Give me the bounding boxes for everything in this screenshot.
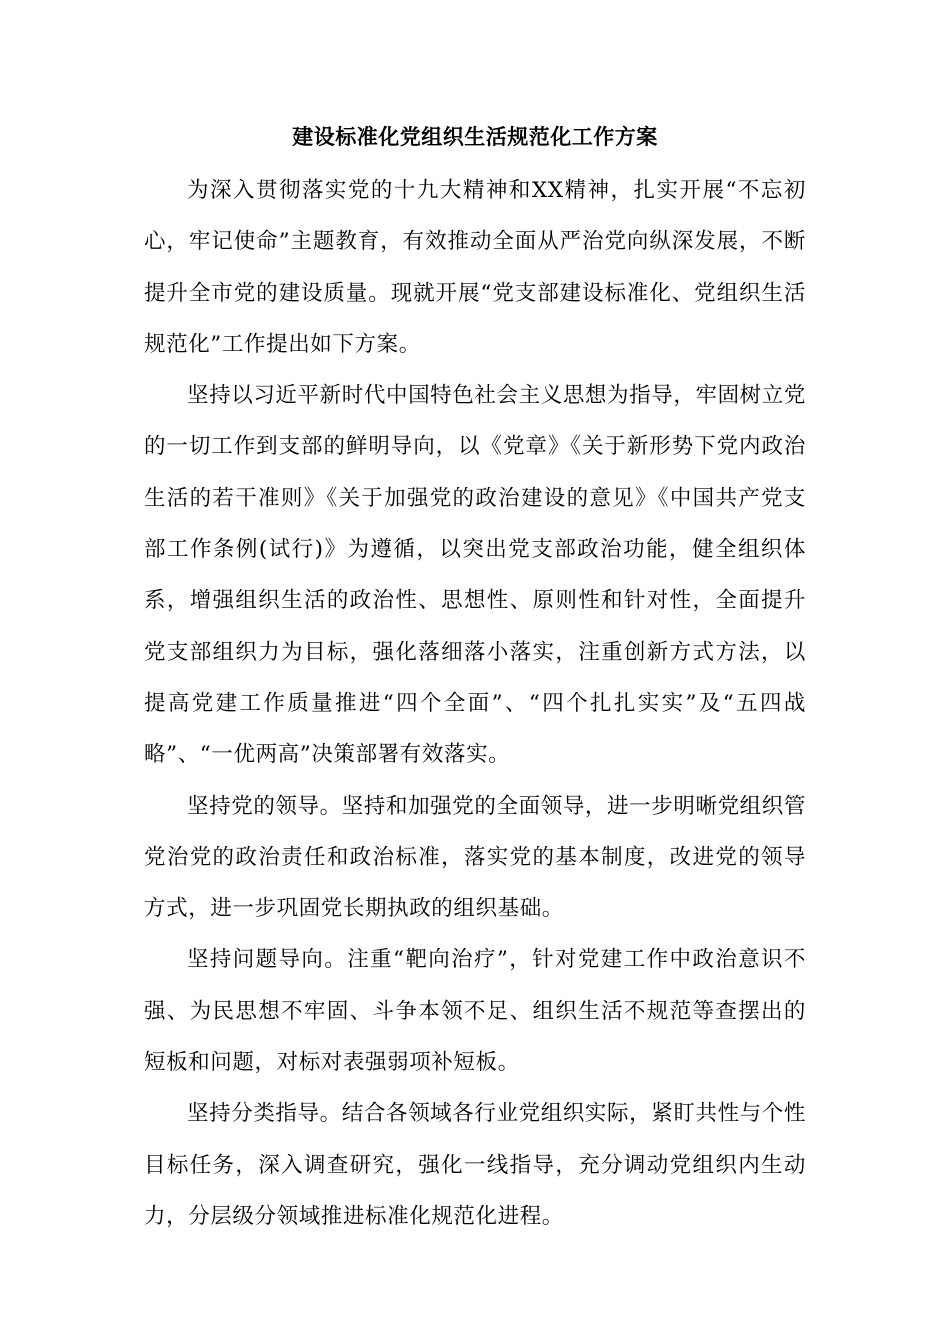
paragraph-guiding-thought: 坚持以习近平新时代中国特色社会主义思想为指导，牢固树立党的一切工作到支部的鲜明导向，以《党章》《关于新形势下党内政治生活的若干准则》《关于加强党的政治建设的意见》《中国共产党支部工作条例(试行)》为遵循，以突出党支部政治功能，健全组织体系，增强组织生活的政治性、思想性、原则性和针对性，全面提升党支部组织力为目标，强化落细落小落实，注重创新方式方法，以提高党建工作质量推进“四个全面”、“四个扎扎实实”及“五四战略”、“一优两高”决策部署有效落实。: [144, 383, 806, 768]
paragraph-intro: 为深入贯彻落实党的十九大精神和XX精神，扎实开展“不忘初心，牢记使命”主题教育，有效推动全面从严治党向纵深发展，不断提升全市党的建设质量。现就开展“党支部建设标准化、党组织生活规范化”工作提出如下方案。: [144, 178, 806, 357]
paragraph-classified-guidance: 坚持分类指导。结合各领域各行业党组织实际，紧盯共性与个性目标任务，深入调查研究，强化一线指导，充分调动党组织内生动力，分层级分领域推进标准化规范化进程。: [144, 1101, 806, 1229]
paragraph-party-leadership: 坚持党的领导。坚持和加强党的全面领导，进一步明晰党组织管党治党的政治责任和政治标准，落实党的基本制度，改进党的领导方式，进一步巩固党长期执政的组织基础。: [144, 793, 806, 922]
document-body: [144, 165, 806, 1242]
document-title: 建设标准化党组织生活规范化工作方案: [292, 125, 658, 149]
paragraph-problem-orientation: 坚持问题导向。注重“靶向治疗”，针对党建工作中政治意识不强、为民思想不牢固、斗争本领不足、组织生活不规范等查摆出的短板和问题，对标对表强弱项补短板。: [144, 947, 806, 1076]
